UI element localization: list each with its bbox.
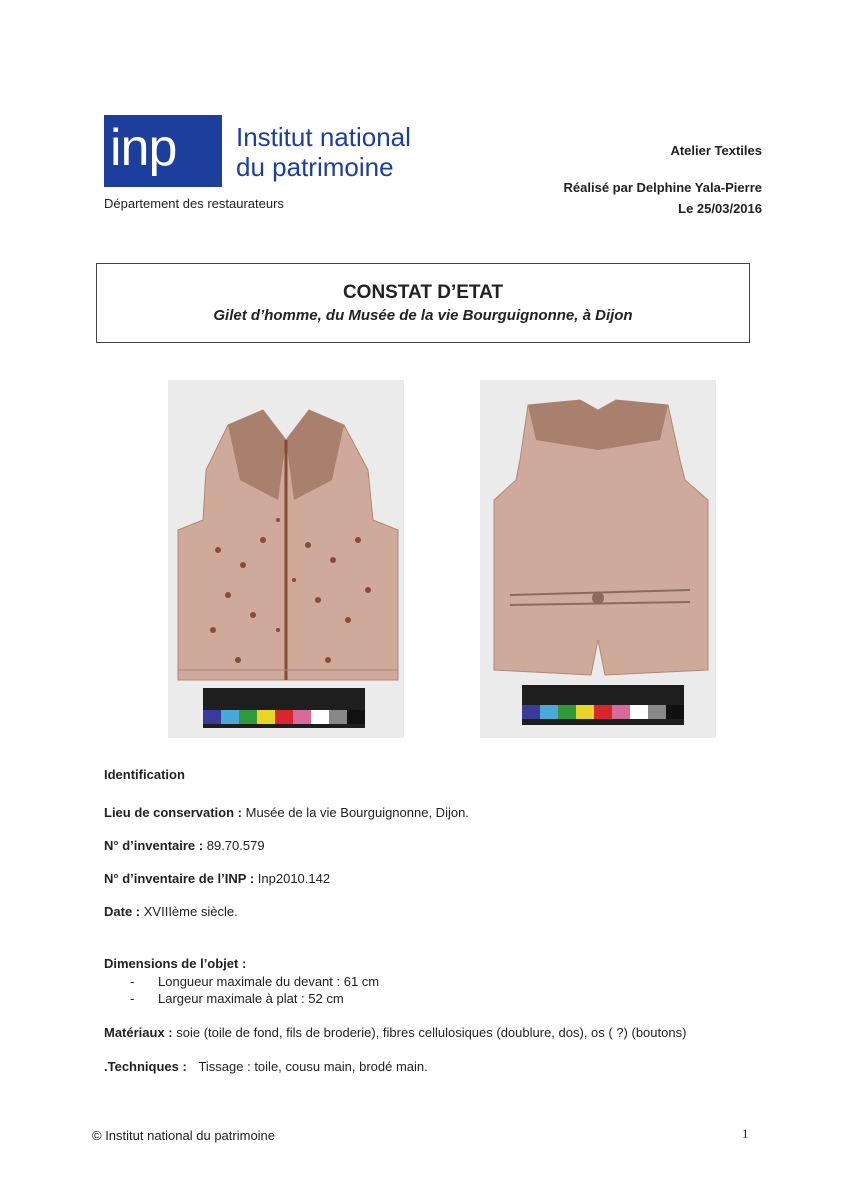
page-number: 1 [742,1126,749,1141]
materials-value: soie (toile de fond, fils de broderie), fibres cellulosiques (doublure, dos), os ( ?) (boutons) [176,1025,687,1040]
title-box [96,263,750,343]
lieu-label: Lieu de conservation : [104,805,242,820]
object-date [104,904,238,919]
materials-label: Matériaux : [104,1025,173,1040]
inventory-value: 89.70.579 [206,838,265,853]
lieu-conservation [104,805,469,820]
dimensions-heading: Dimensions de l’objet : [104,956,247,971]
inp-inventory-value: Inp2010.142 [257,871,331,886]
inventory-label: N° d’inventaire : [104,838,204,853]
materials [104,1025,686,1040]
dimension-item: Longueur maximale du devant : 61 cm [158,974,380,989]
bullet-marker: - [130,991,135,1006]
author-line: Réalisé par Delphine Yala-Pierre [563,180,762,195]
document-subtitle: Gilet d’homme, du Musée de la vie Bourguignonne, à Dijon [213,307,633,324]
institute-name-line2: du patrimoine [236,152,394,182]
footer-copyright: © Institut national du patrimoine [92,1128,276,1143]
atelier-label: Atelier Textiles [670,143,762,158]
waistcoat-front-photo [168,380,404,738]
techniques-value: Tissage : toile, cousu main, brodé main. [198,1059,428,1074]
report-date: Le 25/03/2016 [678,201,762,216]
logo-text: inp [110,119,177,177]
techniques [104,1059,428,1074]
inventory-number [104,838,265,853]
date-label: Date : [104,904,141,919]
date-value: XVIIIème siècle. [143,904,238,919]
inp-inventory-number [104,871,330,886]
dimension-item: Largeur maximale à plat : 52 cm [158,991,344,1006]
department-name: Département des restaurateurs [104,196,284,211]
lieu-value: Musée de la vie Bourguignonne, Dijon. [245,805,469,820]
institute-name-line1: Institut national [236,122,411,152]
bullet-marker: - [130,974,135,989]
document-title: CONSTAT D’ETAT [342,282,504,303]
identification-heading: Identification [104,767,185,782]
waistcoat-back-photo [480,380,716,738]
inp-inventory-label: N° d’inventaire de l’INP : [104,871,255,886]
techniques-label: .Techniques : [104,1059,187,1074]
